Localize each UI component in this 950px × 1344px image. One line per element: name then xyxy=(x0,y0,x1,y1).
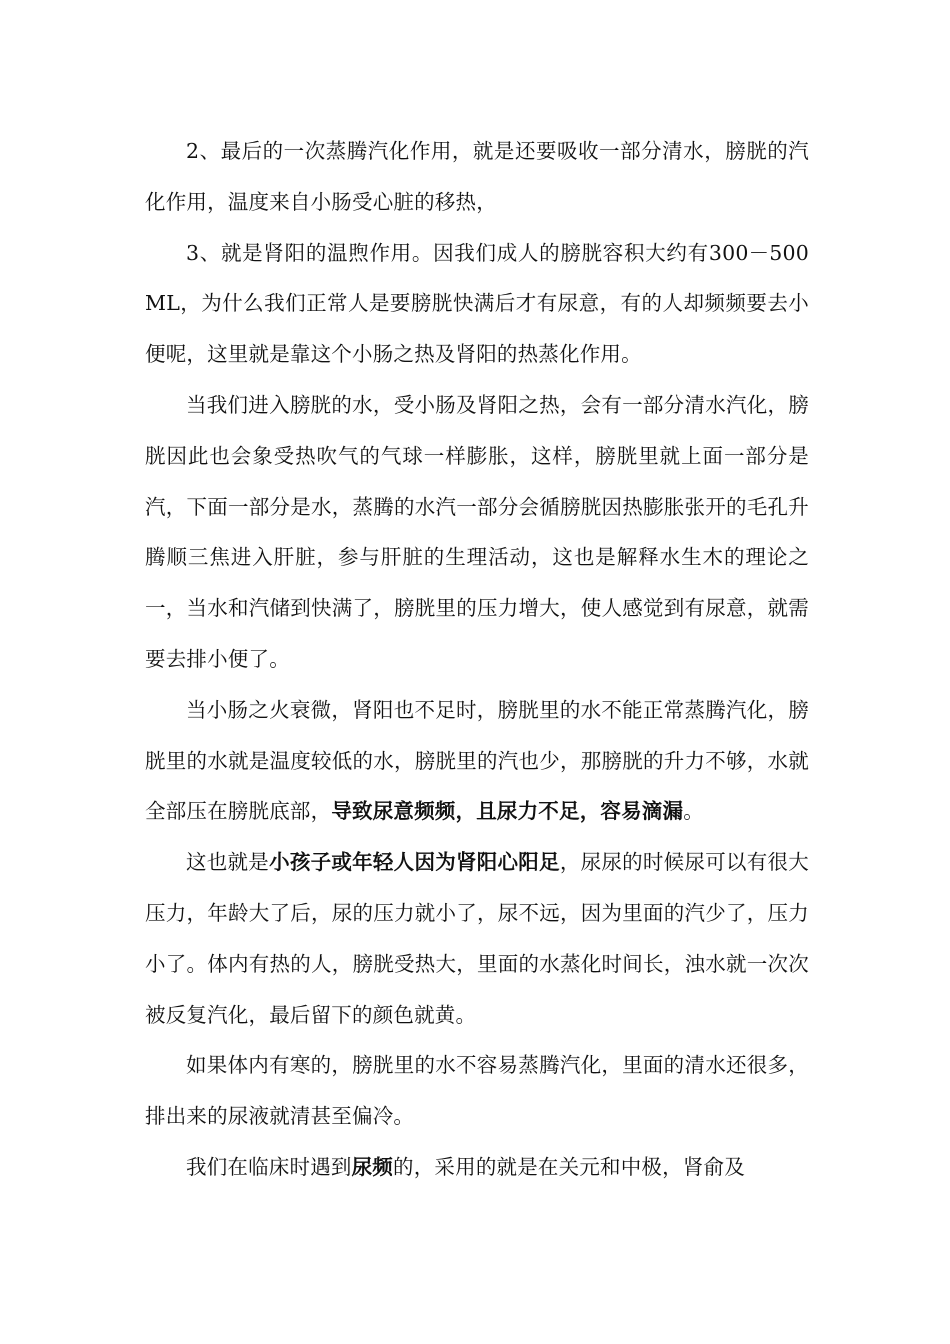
document-body xyxy=(145,126,809,1193)
paragraph-4-text-b: 。 xyxy=(683,799,704,824)
paragraph-7-text-b: 的，采用的就是在关元和中极，肾俞及 xyxy=(393,1154,745,1179)
paragraph-2-text: 3、就是肾阳的温煦作用。因我们成人的膀胱容积大约有300－500ML，为什么我们正常人是要膀胱快满后才有尿意，有的人却频频要去小便呢，这里就是靠这个小肠之热及肾阳的热蒸化作用。 xyxy=(145,240,809,367)
paragraph-4 xyxy=(145,685,809,837)
paragraph-3 xyxy=(145,380,809,685)
paragraph-2 xyxy=(145,228,809,380)
paragraph-5-text-a: 这也就是 xyxy=(186,850,270,875)
paragraph-6-text: 如果体内有寒的，膀胱里的水不容易蒸腾汽化，里面的清水还很多，排出来的尿液就清甚至偏冷。 xyxy=(145,1053,809,1129)
paragraph-1-text: 2、最后的一次蒸腾汽化作用，就是还要吸收一部分清水，膀胱的汽化作用，温度来自小肠受心脏的移热， xyxy=(145,139,809,214)
paragraph-7-text-a: 我们在临床时遇到 xyxy=(186,1154,352,1179)
paragraph-3-text: 当我们进入膀胱的水，受小肠及肾阳之热，会有一部分清水汽化，膀胱因此也会象受热吹气的气球一样膨胀，这样，膀胱里就上面一部分是汽，下面一部分是水，蒸腾的水汽一部分会循膀胱因热膨胀张开的毛孔升腾顺三焦进入肝脏，参与肝脏的生理活动，这也是解释水生木的理论之一，当水和汽储到快满了，膀胱里的压力增大，使人感觉到有尿意，就需要去排小便了。 xyxy=(145,392,809,671)
paragraph-5 xyxy=(145,837,809,1040)
paragraph-7-bold-text: 尿频 xyxy=(351,1154,394,1179)
paragraph-4-text-a: 当小肠之火衰微，肾阳也不足时，膀胱里的水不能正常蒸腾汽化，膀胱里的水就是温度较低的水，膀胱里的汽也少，那膀胱的升力不够，水就全部压在膀胱底部， xyxy=(145,697,809,824)
paragraph-4-bold-text: 导致尿意频频，且尿力不足，容易滴漏 xyxy=(331,799,684,824)
paragraph-1 xyxy=(145,126,809,228)
paragraph-5-bold-text: 小孩子或年轻人因为肾阳心阳足 xyxy=(269,850,560,875)
paragraph-7 xyxy=(145,1142,809,1193)
paragraph-5-text-b: ，尿尿的时候尿可以有很大压力，年龄大了后，尿的压力就小了，尿不远，因为里面的汽少了，压力小了。体内有热的人，膀胱受热大，里面的水蒸化时间长，浊水就一次次被反复汽化，最后留下的颜色就黄。 xyxy=(145,850,809,1027)
paragraph-6 xyxy=(145,1040,809,1142)
